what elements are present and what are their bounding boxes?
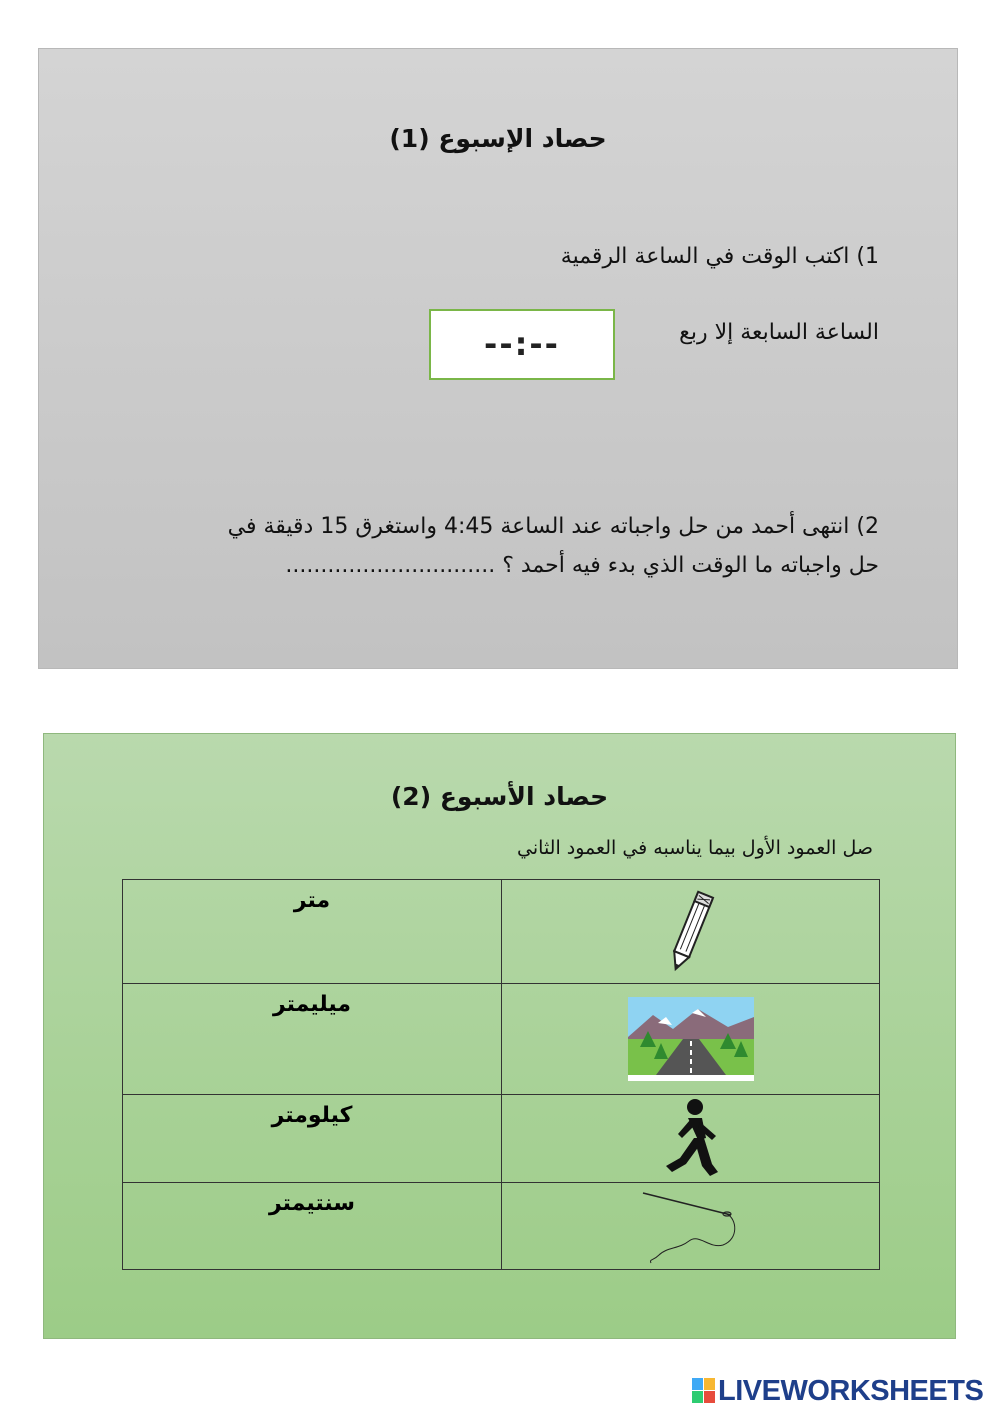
liveworksheets-logo <box>692 1376 983 1406</box>
question2-line1: 2) انتهى أحمد من حل واجباته عند الساعة 4:45 واستغرق 15 دقيقة في <box>227 514 879 539</box>
brand-text: LIVEWORKSHEETS <box>718 1374 984 1407</box>
question2-text <box>179 507 879 585</box>
match-picture-1[interactable] <box>502 880 880 984</box>
table-row <box>123 880 880 984</box>
match-picture-2[interactable] <box>502 984 880 1095</box>
question1-text: 1) اكتب الوقت في الساعة الرقمية <box>560 244 879 269</box>
matching-table <box>122 879 880 1270</box>
week1-title: حصاد الإسبوع (1) <box>389 124 607 153</box>
question2-line2: حل واجباته ما الوقت الذي بدء فيه أحمد ؟ .............................. <box>285 553 879 578</box>
table-row <box>123 984 880 1095</box>
needle-thread-icon <box>639 1189 743 1265</box>
digital-time-input[interactable]: --:-- <box>429 309 615 380</box>
match-word-1[interactable]: متر <box>123 880 502 984</box>
walking-person-icon <box>658 1098 724 1178</box>
liveworksheets-logo-icon <box>692 1378 716 1404</box>
week2-panel <box>43 733 956 1339</box>
match-word-4[interactable]: سنتيمتر <box>123 1183 502 1270</box>
week2-instruction: صل العمود الأول بيما يناسبه في العمود الثاني <box>517 837 873 859</box>
table-row <box>123 1095 880 1183</box>
pencil-icon <box>661 888 721 974</box>
week2-title: حصاد الأسبوع (2) <box>390 782 609 811</box>
table-row <box>123 1183 880 1270</box>
match-picture-3[interactable] <box>502 1095 880 1183</box>
question1-prompt: الساعة السابعة إلا ربع <box>679 320 879 345</box>
week1-panel <box>38 48 958 669</box>
match-word-3[interactable]: كيلومتر <box>123 1095 502 1183</box>
road-landscape-icon <box>628 997 754 1081</box>
match-word-2[interactable]: ميليمتر <box>123 984 502 1095</box>
match-picture-4[interactable] <box>502 1183 880 1270</box>
